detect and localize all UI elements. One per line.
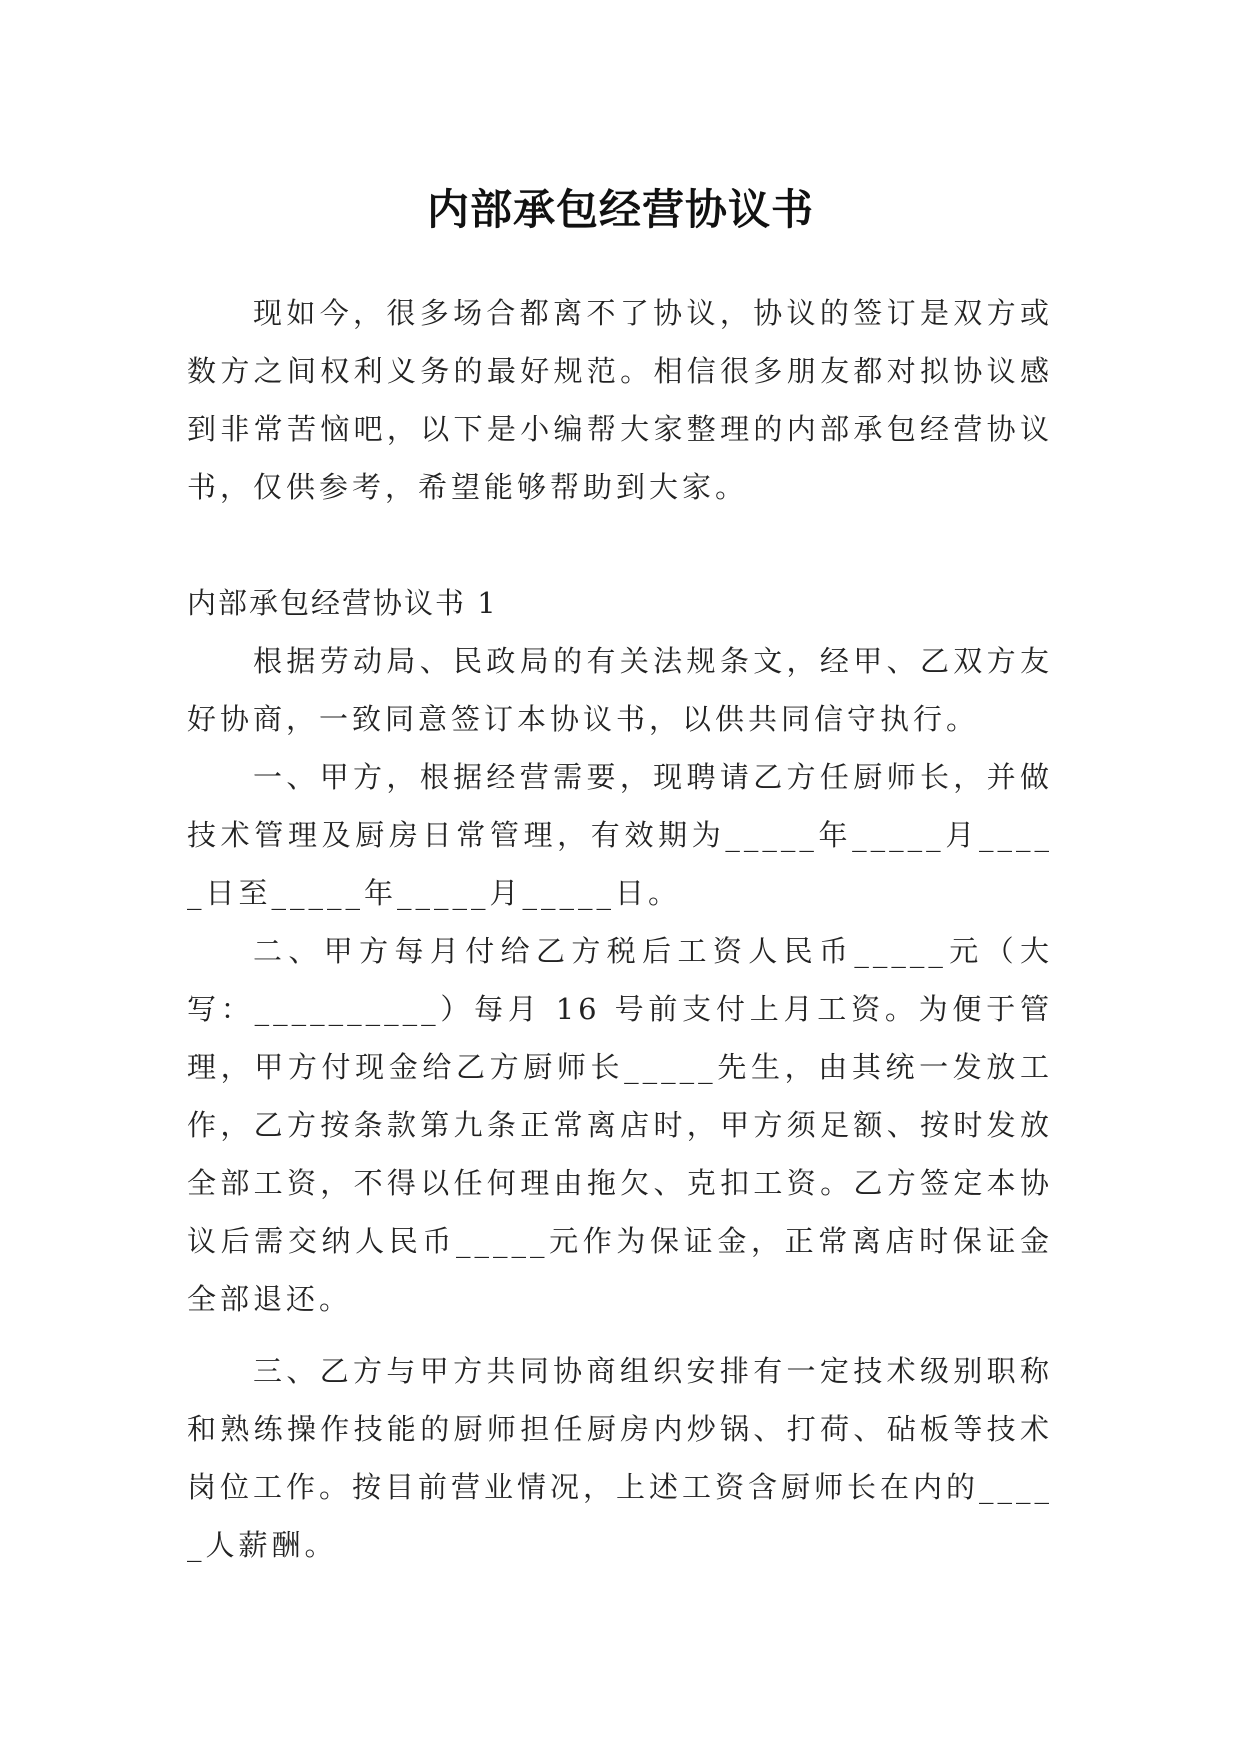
intro-paragraph: 现如今，很多场合都离不了协议，协议的签订是双方或数方之间权利义务的最好规范。相信很多朋友都对拟协议感到非常苦恼吧，以下是小编帮大家整理的内部承包经营协议书，仅供参考，希望能够帮助到大家。: [187, 296, 1053, 504]
paragraph-preamble: 根据劳动局、民政局的有关法规条文，经甲、乙双方友好协商，一致同意签订本协议书，以供共同信守执行。: [187, 644, 1053, 736]
document-body: [187, 284, 1053, 1574]
paragraph-clause-2: 二、甲方每月付给乙方税后工资人民币_____元（大写：__________）每月 16 号前支付上月工资。为便于管理，甲方付现金给乙方厨师长_____先生，由其统一发放工作，乙方按条款第九条正常离店时，甲方须足额、按时发放全部工资，不得以任何理由拖欠、克扣工资。乙方签定本协议后需交纳人民币_____元作为保证金，正常离店时保证金全部退还。: [187, 934, 1053, 1316]
paragraph-clause-1: 一、甲方，根据经营需要，现聘请乙方任厨师长，并做技术管理及厨房日常管理，有效期为_____年_____月_____日至_____年_____月_____日。: [187, 760, 1053, 910]
section-heading: 内部承包经营协议书 1: [187, 586, 498, 620]
paragraph-clause-3: 三、乙方与甲方共同协商组织安排有一定技术级别职称和熟练操作技能的厨师担任厨房内炒锅、打荷、砧板等技术岗位工作。按目前营业情况，上述工资含厨师长在内的_____人薪酬。: [187, 1354, 1054, 1562]
document-title: 内部承包经营协议书: [426, 185, 814, 235]
